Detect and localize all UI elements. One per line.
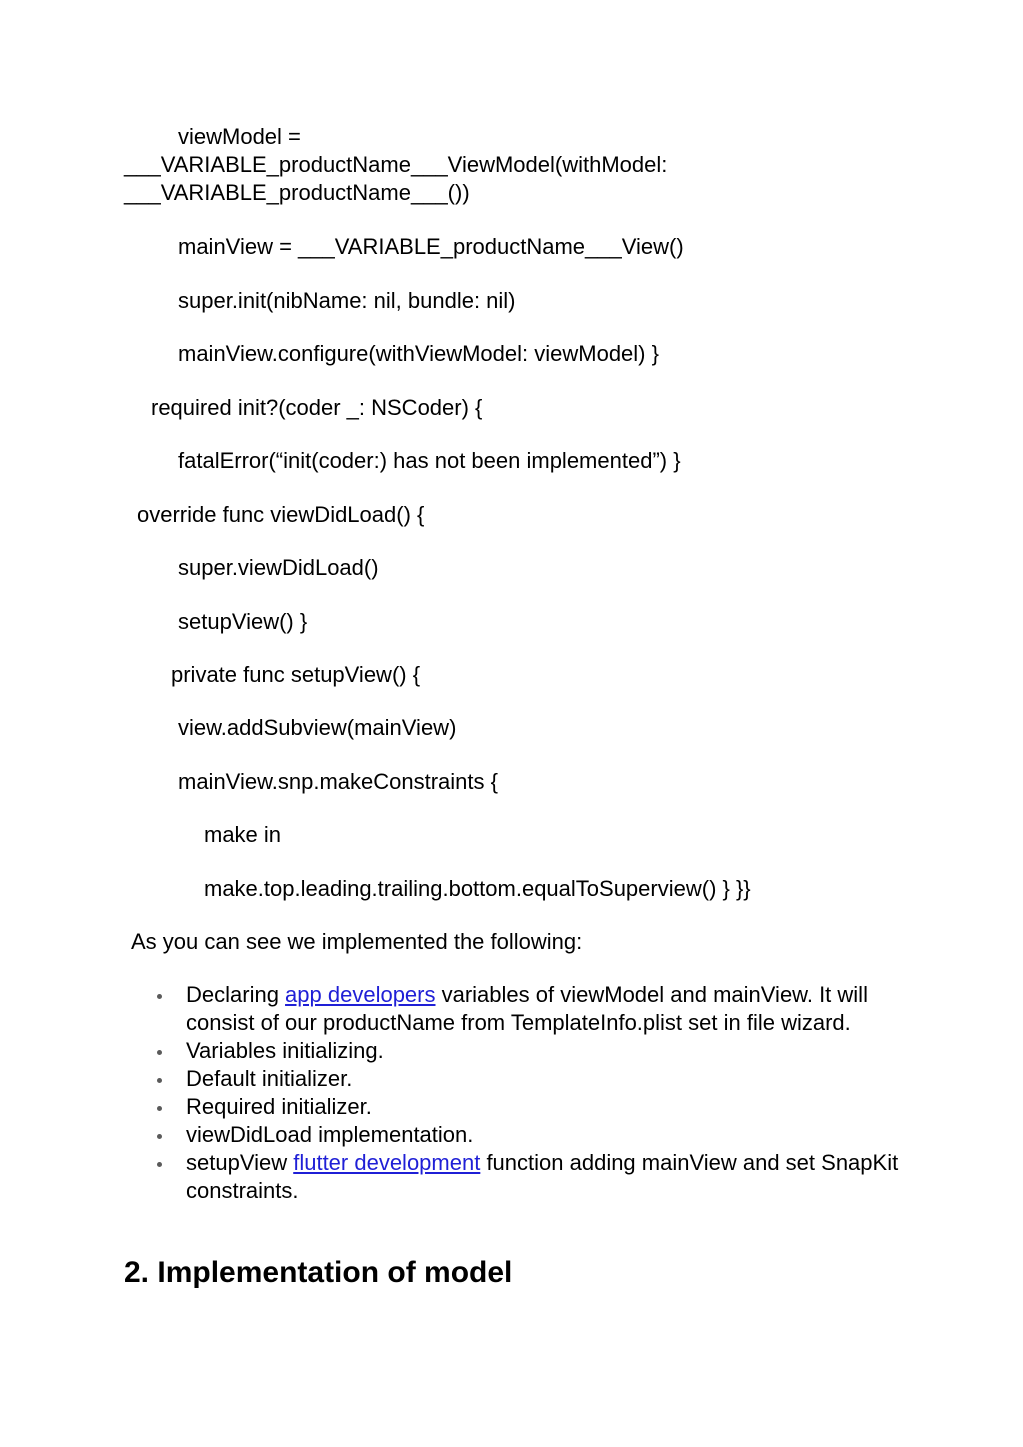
code-line-16: make.top.leading.trailing.bottom.equalToSuperview() } }} bbox=[204, 876, 751, 901]
bullet-dot-icon bbox=[157, 1106, 162, 1111]
summary-bullet-list bbox=[124, 981, 904, 1205]
code-line-14: mainView.snp.makeConstraints { bbox=[178, 769, 498, 794]
bullet-dot-icon bbox=[157, 1078, 162, 1083]
list-item bbox=[124, 1121, 904, 1149]
flutter-development-link[interactable]: flutter development bbox=[293, 1150, 481, 1175]
list-item-text: Variables initializing. bbox=[186, 1038, 384, 1063]
code-line-7: required init?(coder _: NSCoder) { bbox=[151, 395, 483, 420]
list-item bbox=[124, 1149, 904, 1205]
bullet-dot-icon bbox=[157, 1162, 162, 1167]
list-item-text: Declaring bbox=[186, 982, 286, 1007]
code-line-4: mainView = ___VARIABLE_productName___View() bbox=[178, 234, 684, 259]
bullet-dot-icon bbox=[157, 1134, 162, 1139]
section-heading: 2. Implementation of model bbox=[124, 1256, 513, 1289]
code-line-11: setupView() } bbox=[178, 609, 308, 634]
list-item bbox=[124, 1065, 904, 1093]
intro-paragraph: As you can see we implemented the following: bbox=[131, 929, 583, 954]
list-item bbox=[124, 981, 904, 1037]
list-item-text: function adding mainView and set SnapKit constraints. bbox=[186, 1150, 899, 1203]
code-line-8: fatalError(“init(coder:) has not been implemented”) } bbox=[178, 448, 681, 473]
code-line-2: ___VARIABLE_productName___ViewModel(withModel: bbox=[124, 152, 668, 177]
code-line-6: mainView.configure(withViewModel: viewModel) } bbox=[178, 341, 659, 366]
list-item bbox=[124, 1093, 904, 1121]
code-line-1: viewModel = bbox=[178, 124, 301, 149]
code-line-10: super.viewDidLoad() bbox=[178, 555, 379, 580]
list-item-text: setupView bbox=[186, 1150, 294, 1175]
list-item-text: Default initializer. bbox=[186, 1066, 353, 1091]
code-line-15: make in bbox=[204, 822, 282, 847]
code-line-3: ___VARIABLE_productName___()) bbox=[124, 180, 470, 205]
code-line-13: view.addSubview(mainView) bbox=[178, 715, 457, 740]
code-line-9: override func viewDidLoad() { bbox=[137, 502, 425, 527]
code-line-5: super.init(nibName: nil, bundle: nil) bbox=[178, 288, 516, 313]
list-item-text: variables of viewModel and mainView. It will consist of our productName from TemplateInfo.plist set in file wizard. bbox=[186, 982, 868, 1035]
bullet-dot-icon bbox=[157, 994, 162, 999]
list-item-text: viewDidLoad implementation. bbox=[186, 1122, 474, 1147]
app-developers-link[interactable]: app developers bbox=[285, 982, 436, 1007]
list-item bbox=[124, 1037, 904, 1065]
list-item-text: Required initializer. bbox=[186, 1094, 372, 1119]
bullet-dot-icon bbox=[157, 1050, 162, 1055]
code-line-12: private func setupView() { bbox=[171, 662, 421, 687]
